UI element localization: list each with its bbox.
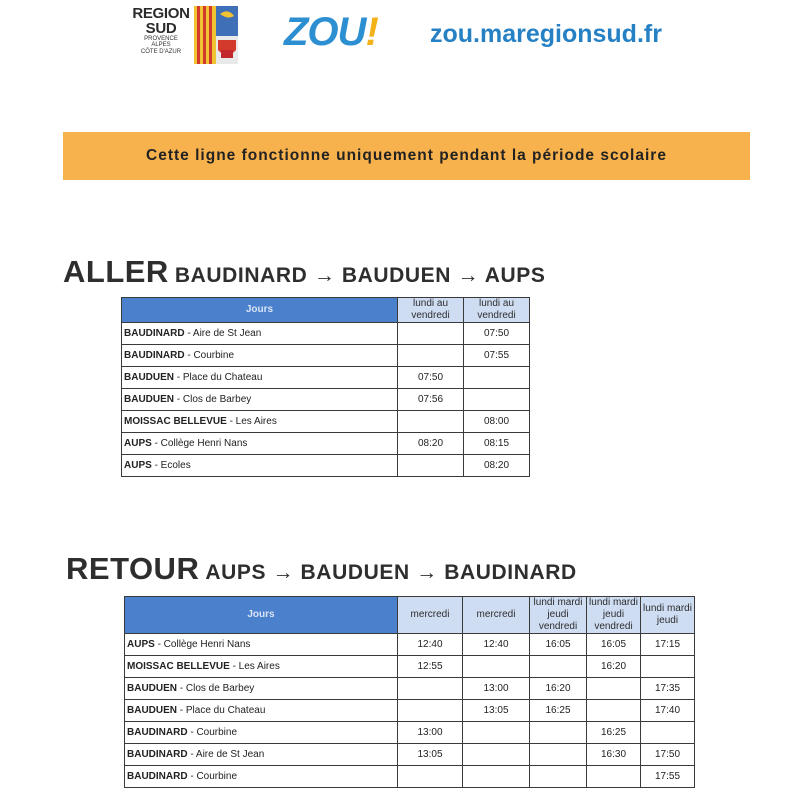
aller-title: ALLER: [63, 254, 169, 289]
time-cell: [398, 700, 463, 722]
time-cell: 08:15: [464, 433, 530, 455]
time-cell: 16:05: [587, 634, 641, 656]
time-cell: [530, 744, 587, 766]
stop-town: AUPS: [124, 460, 152, 471]
retour-table-row: [125, 766, 695, 788]
aller-day-header-1: lundi au vendredi: [398, 298, 464, 323]
time-cell: 13:05: [398, 744, 463, 766]
stop-cell: [125, 744, 398, 766]
time-cell: 12:55: [398, 656, 463, 678]
time-cell: 17:50: [641, 744, 695, 766]
stop-town: BAUDINARD: [127, 749, 188, 760]
time-cell: 08:20: [464, 455, 530, 477]
time-cell: 12:40: [463, 634, 530, 656]
retour-header-row: [125, 597, 695, 634]
aller-table-row: [122, 345, 530, 367]
time-cell: 16:25: [587, 722, 641, 744]
region-sud-logo: [128, 6, 240, 64]
stop-place: - Les Aires: [229, 661, 280, 672]
stop-cell: [122, 367, 398, 389]
stop-town: BAUDUEN: [127, 683, 177, 694]
time-cell: 08:20: [398, 433, 464, 455]
aller-table-row: [122, 367, 530, 389]
stop-place: - Collège Henri Nans: [154, 639, 251, 650]
time-cell: [398, 766, 463, 788]
time-cell: 13:05: [463, 700, 530, 722]
stop-town: MOISSAC BELLEVUE: [124, 416, 227, 427]
retour-day-header-2: mercredi: [463, 597, 530, 634]
time-cell: [398, 455, 464, 477]
aller-jours-header: Jours: [122, 298, 398, 323]
aller-section-title: [63, 254, 546, 290]
time-cell: [398, 345, 464, 367]
stop-town: AUPS: [127, 639, 155, 650]
aller-table-row: [122, 389, 530, 411]
stop-town: BAUDINARD: [124, 328, 185, 339]
time-cell: [641, 656, 695, 678]
time-cell: [530, 722, 587, 744]
stop-cell: [122, 323, 398, 345]
retour-route: AUPS → BAUDUEN → BAUDINARD: [205, 561, 577, 584]
time-cell: 17:15: [641, 634, 695, 656]
aller-header-row: [122, 298, 530, 323]
stop-cell: [125, 634, 398, 656]
time-cell: [463, 766, 530, 788]
stop-town: MOISSAC BELLEVUE: [127, 661, 230, 672]
time-cell: [464, 389, 530, 411]
stop-town: BAUDUEN: [124, 394, 174, 405]
region-logo-sub-2: ALPES: [151, 42, 171, 49]
time-cell: [530, 656, 587, 678]
time-cell: [587, 678, 641, 700]
aller-table-row: [122, 433, 530, 455]
aller-day-header-2: lundi au vendredi: [464, 298, 530, 323]
aller-table-row: [122, 411, 530, 433]
stop-cell: [122, 345, 398, 367]
time-cell: 16:30: [587, 744, 641, 766]
time-cell: [398, 411, 464, 433]
time-cell: 16:20: [587, 656, 641, 678]
retour-table-row: [125, 656, 695, 678]
retour-table-row: [125, 678, 695, 700]
time-cell: 12:40: [398, 634, 463, 656]
retour-schedule-table: [124, 596, 695, 788]
stop-place: - Clos de Barbey: [174, 394, 252, 405]
stop-town: BAUDUEN: [127, 705, 177, 716]
stop-cell: [122, 411, 398, 433]
zou-logo-text: ZOU: [284, 10, 366, 54]
region-logo-sub-3: CÔTE D'AZUR: [140, 48, 182, 55]
retour-table-body: [125, 634, 695, 788]
stop-cell: [125, 700, 398, 722]
retour-title: RETOUR: [66, 551, 200, 586]
retour-jours-header: Jours: [125, 597, 398, 634]
stop-place: - Courbine: [187, 727, 238, 738]
zou-logo-bang: !: [365, 10, 378, 54]
retour-table-row: [125, 744, 695, 766]
time-cell: 17:40: [641, 700, 695, 722]
time-cell: 17:55: [641, 766, 695, 788]
time-cell: [463, 744, 530, 766]
stop-town: BAUDINARD: [127, 727, 188, 738]
time-cell: 13:00: [398, 722, 463, 744]
stop-town: BAUDINARD: [127, 771, 188, 782]
time-cell: 16:20: [530, 678, 587, 700]
zou-logo: [284, 12, 378, 52]
stop-place: - Les Aires: [226, 416, 277, 427]
retour-table-row: [125, 722, 695, 744]
time-cell: [463, 722, 530, 744]
time-cell: 07:56: [398, 389, 464, 411]
time-cell: [587, 700, 641, 722]
aller-table-row: [122, 323, 530, 345]
stop-town: BAUDINARD: [124, 350, 185, 361]
stop-cell: [125, 722, 398, 744]
stop-place: - Place du Chateau: [174, 372, 263, 383]
time-cell: 16:25: [530, 700, 587, 722]
region-flag-icon: [194, 6, 238, 64]
time-cell: 08:00: [464, 411, 530, 433]
stop-place: - Ecoles: [151, 460, 191, 471]
stop-place: - Collège Henri Nans: [151, 438, 248, 449]
region-logo-line1: REGION: [132, 5, 190, 22]
time-cell: 17:35: [641, 678, 695, 700]
aller-route: BAUDINARD → BAUDUEN → AUPS: [174, 264, 546, 287]
time-cell: [398, 323, 464, 345]
stop-cell: [122, 433, 398, 455]
stop-place: - Aire de St Jean: [187, 749, 265, 760]
stop-cell: [125, 678, 398, 700]
time-cell: 07:50: [464, 323, 530, 345]
region-logo-sub-1: PROVENCE: [144, 36, 178, 42]
time-cell: 07:50: [398, 367, 464, 389]
school-period-banner: [63, 132, 750, 180]
retour-day-header-4: lundi mardi jeudi vendredi: [587, 597, 641, 634]
stop-town: AUPS: [124, 438, 152, 449]
stop-place: - Clos de Barbey: [177, 683, 255, 694]
stop-cell: [122, 389, 398, 411]
time-cell: [587, 766, 641, 788]
time-cell: [530, 766, 587, 788]
stop-town: BAUDUEN: [124, 372, 174, 383]
stop-cell: [125, 766, 398, 788]
retour-section-title: [66, 551, 577, 587]
time-cell: [398, 678, 463, 700]
time-cell: 13:00: [463, 678, 530, 700]
aller-table-row: [122, 455, 530, 477]
region-logo-line2: SUD: [145, 20, 177, 37]
time-cell: 16:05: [530, 634, 587, 656]
stop-place: - Place du Chateau: [177, 705, 266, 716]
aller-table-body: [122, 323, 530, 477]
site-url-link[interactable]: zou.maregionsud.fr: [430, 20, 662, 48]
retour-day-header-3: lundi mardi jeudi vendredi: [530, 597, 587, 634]
stop-cell: [122, 455, 398, 477]
aller-schedule-table: [121, 297, 530, 477]
retour-table-row: [125, 634, 695, 656]
banner-text: Cette ligne fonctionne uniquement pendant la période scolaire: [146, 147, 667, 164]
stop-cell: [125, 656, 398, 678]
time-cell: 07:55: [464, 345, 530, 367]
stop-place: - Courbine: [184, 350, 235, 361]
time-cell: [463, 656, 530, 678]
time-cell: [641, 722, 695, 744]
stop-place: - Aire de St Jean: [184, 328, 262, 339]
stop-place: - Courbine: [187, 771, 238, 782]
time-cell: [464, 367, 530, 389]
retour-table-row: [125, 700, 695, 722]
retour-day-header-5: lundi mardi jeudi: [641, 597, 695, 634]
retour-day-header-1: mercredi: [398, 597, 463, 634]
